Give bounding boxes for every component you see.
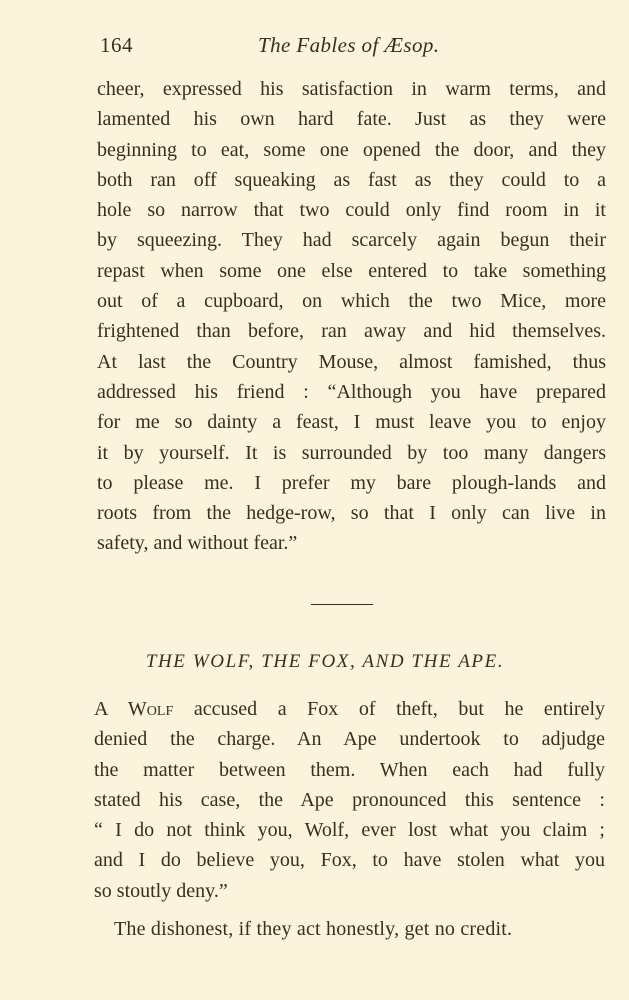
text-line: addressed his friend : “Although you have prepared <box>97 380 606 403</box>
running-title: The Fables of Æsop. <box>258 33 440 57</box>
fable-title: THE WOLF, THE FOX, AND THE APE. <box>145 651 505 672</box>
story-continuation <box>97 74 606 559</box>
text-line: cheer, expressed his satisfaction in warm terms, and <box>97 78 606 100</box>
text-line: hole so narrow that two could only find room in it <box>97 199 606 222</box>
first-word-smallcaps: Wolf <box>127 698 174 720</box>
text-line: lamented his own hard fate. Just as they were <box>97 108 606 131</box>
fable-moral: The dishonest, if they act honestly, get no credit. <box>114 918 513 940</box>
text-line: At last the Country Mouse, almost famished, thus <box>97 350 606 373</box>
text-line: by squeezing. They had scarcely again begun their <box>97 229 606 252</box>
text-line: beginning to eat, some one opened the door, and they <box>97 138 606 161</box>
text-line: out of a cupboard, on which the two Mice, more <box>97 290 606 313</box>
text-line: “ I do not think you, Wolf, ever lost what you claim ; <box>94 819 605 842</box>
text-line-first <box>94 694 605 724</box>
fable-text <box>94 694 605 906</box>
page-header <box>100 33 508 63</box>
text-line: so stoutly deny.” <box>94 879 228 902</box>
text-line: safety, and without fear.” <box>97 532 298 555</box>
text-line: it by yourself. It is surrounded by too many dangers <box>97 441 606 464</box>
text-line: the matter between them. When each had fully <box>94 758 605 781</box>
text-line: and I do believe you, Fox, to have stolen what you <box>94 849 605 872</box>
text-line: stated his case, the Ape pronounced this sentence : <box>94 788 605 811</box>
page-number: 164 <box>100 33 133 57</box>
text-line: repast when some one else entered to take something <box>97 259 606 282</box>
first-line-rest: accused a Fox of theft, but he entirely <box>173 698 605 720</box>
section-divider <box>311 604 373 605</box>
text-line: denied the charge. An Ape undertook to adjudge <box>94 728 605 751</box>
text-line: both ran off squeaking as fast as they could to a <box>97 168 606 191</box>
text-line: to please me. I prefer my bare plough-lands and <box>97 471 606 494</box>
text-line: for me so dainty a feast, I must leave you to enjoy <box>97 411 606 434</box>
first-line-lead: A <box>94 698 128 720</box>
text-line: roots from the hedge-row, so that I only can live in <box>97 502 606 525</box>
text-line: frightened than before, ran away and hid themselves. <box>97 320 606 343</box>
